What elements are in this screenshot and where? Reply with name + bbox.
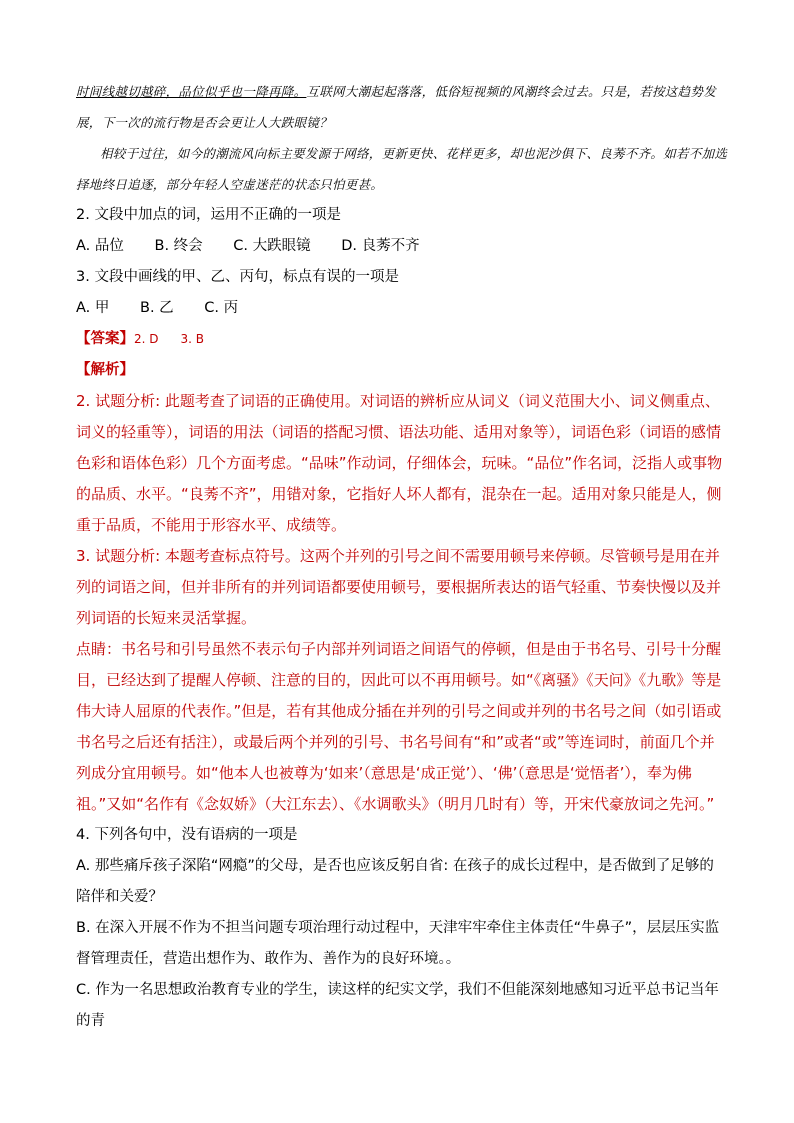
underlined-sentence: 时间线越切越碎，品位似乎也一降再降。: [76, 84, 307, 99]
answer-label: 【答案】: [76, 331, 134, 347]
option-c: C. 大跌眼镜: [233, 238, 311, 254]
passage-paragraph-1: [76, 76, 728, 138]
answer-value: 2. D: [134, 332, 159, 346]
passage-text: 互联网大潮起起落落，低俗短视频的风潮终会过去。只是，若按这趋势发展，下一次的流行物是否会更让人大跌眼镜？: [76, 84, 717, 130]
option-c: C. 丙: [204, 300, 239, 316]
passage-paragraph-2: 相较于过往，如今的潮流风向标主要发源于网络，更新更快、花样更多，却也泥沙俱下、良莠不齐。如若不加选择地终日追逐，部分年轻人空虚迷茫的状态只怕更甚。: [76, 146, 728, 192]
question-2-options: [76, 231, 728, 262]
option-b: B. 乙: [140, 300, 174, 316]
question-2-stem: 2. 文段中加点的词，运用不正确的一项是: [76, 207, 341, 223]
question-4-option-b: B. 在深入开展不作为不担当问题专项治理行动过程中，天津牢牢牵住主体责任“牛鼻子”，层层压实监督管理责任，营造出想作为、敢作为、善作为的良好环境。。: [76, 920, 720, 967]
analysis-label: 【解析】: [76, 362, 134, 378]
question-4-option-a: A. 那些痛斥孩子深陷“网瘾”的父母，是否也应该反躬自省: 在孩子的成长过程中，是否做到了足够的陪伴和关爱？: [76, 858, 714, 905]
analysis-q3: 3. 试题分析: 本题考查标点符号。这两个并列的引号之间不需要用顿号来停顿。尽管顿号是用在并列的词语之间，但并非所有的并列词语都要使用顿号，要根据所表达的语气轻重、节奏快慢以及并列词语的长短来灵活掌握。: [76, 547, 722, 627]
option-d: D. 良莠不齐: [341, 238, 420, 254]
analysis-tip: 点睛：书名号和引号虽然不表示句子内部并列词语之间语气的停顿，但是由于书名号、引号十分醒目，已经达到了提醒人停顿、注意的目的，因此可以不再用顿号。如“《离骚》《天问》《九歌》等是伟大诗人屈原的代表作。”但是，若有其他成分插在并列的引号之间或并列的书名号之间（如引语或书名号之后还有括注），或最后两个并列的引号、书名号间有“和”或者“或”等连词时，前面几个并列成分宜用顿号。如“他本人也被尊为‘如来’（意思是‘成正觉’）、‘佛’（意思是‘觉悟者’），奉为佛祖。”又如“名作有《念奴娇》（大江东去）、《水调歌头》（明月几时有）等，开宋代豪放词之先河。”: [76, 640, 722, 813]
analysis-q2: 2. 试题分析: 此题考查了词语的正确使用。对词语的辨析应从词义（词义范围大小、词义侧重点、词义的轻重等），词语的用法（词语的搭配习惯、语法功能、适用对象等），词语色彩（词语的感情色彩和语体色彩）几个方面考虑。“品味”作动词，仔细体会，玩味。“品位”作名词，泛指人或事物的品质、水平。“良莠不齐”，用错对象，它指好人坏人都有，混杂在一起。适用对象只能是人，侧重于品质，不能用于形容水平、成绩等。: [76, 392, 723, 534]
answer-value: 3. B: [180, 332, 205, 346]
question-3-options: [76, 293, 728, 324]
option-a: A. 品位: [76, 238, 124, 254]
option-a: A. 甲: [76, 300, 110, 316]
answer-line: [76, 324, 728, 355]
question-3-stem: 3. 文段中画线的甲、乙、丙句，标点有误的一项是: [76, 269, 399, 285]
question-4-option-c: C. 作为一名思想政治教育专业的学生，读这样的纪实文学，我们不但能深刻地感知习近平总书记当年的青: [76, 982, 719, 1029]
option-b: B. 终会: [154, 238, 203, 254]
question-4-stem: 4. 下列各句中，没有语病的一项是: [76, 827, 298, 843]
document-page: [76, 76, 728, 1037]
